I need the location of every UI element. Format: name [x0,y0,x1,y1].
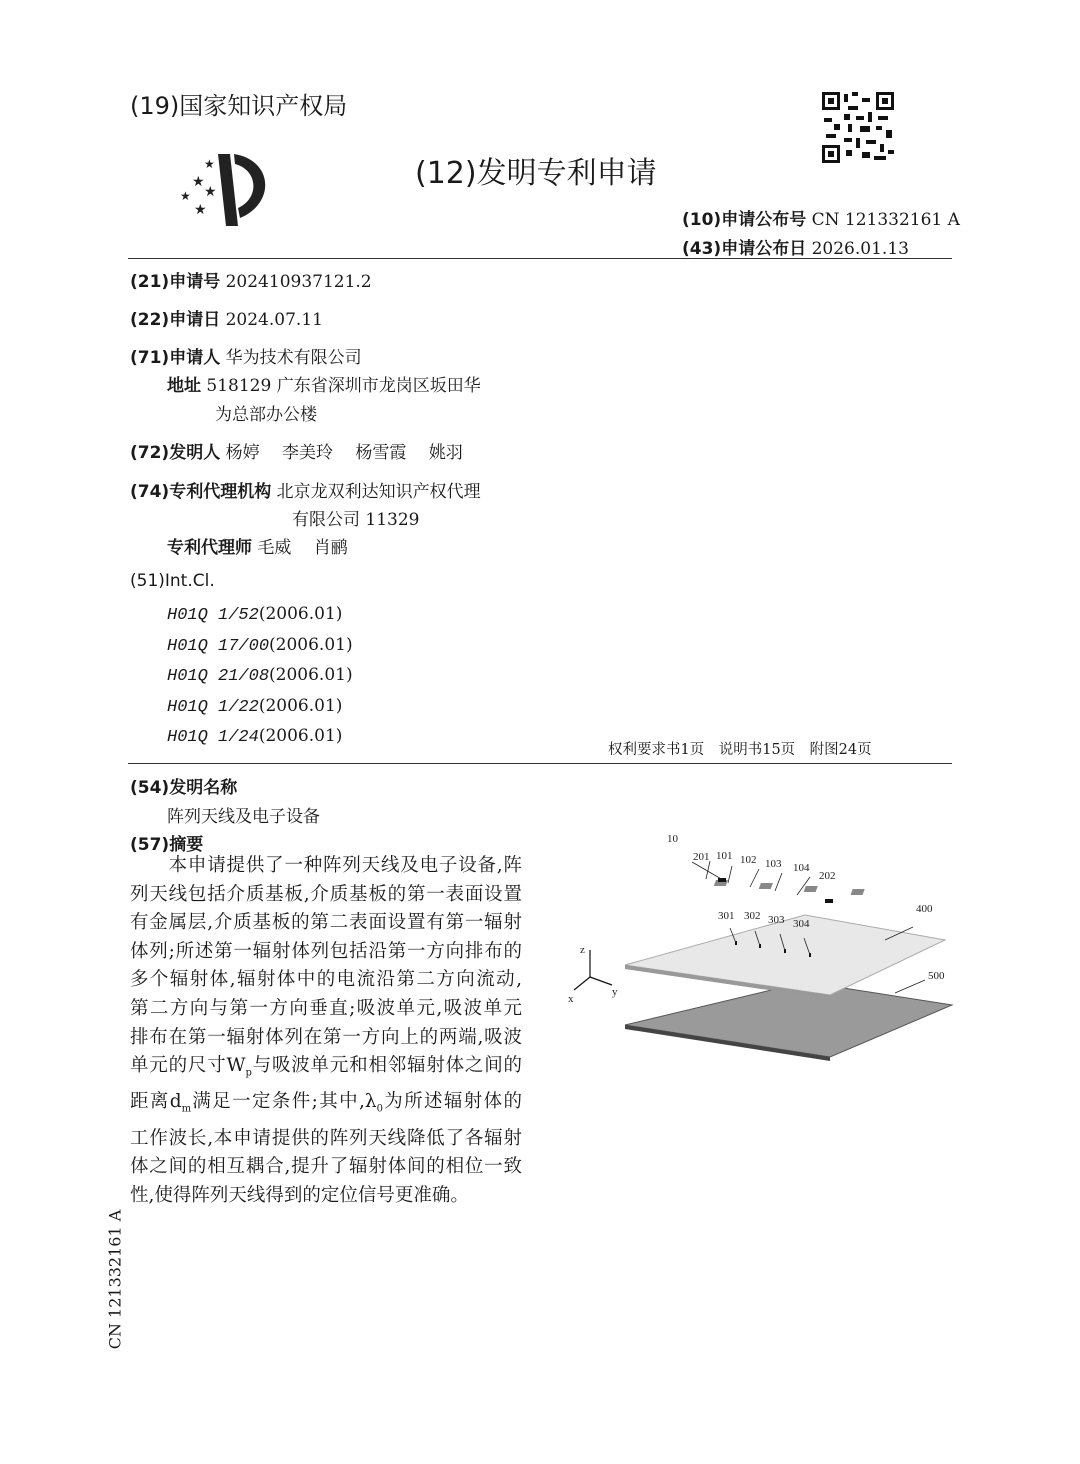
ipc-class: H01Q 17/00(2006.01) [167,634,353,656]
inventors: 杨婷 李美玲 杨雪霞 姚羽 [225,443,463,463]
agents: 毛威 肖鹂 [257,538,348,558]
agency-line2: 有限公司 11329 [292,510,420,530]
svg-text:400: 400 [916,903,933,915]
svg-text:201: 201 [693,851,710,863]
svg-text:202: 202 [819,870,836,882]
radiator-patches [714,880,865,895]
svg-text:303: 303 [768,914,785,926]
title-label: (54)发明名称 [130,778,238,798]
abstract-figure [560,825,960,1070]
pub-no-label: (10)申请公布号 [682,210,807,230]
svg-text:★: ★ [194,203,207,218]
ground-plate-500 [625,982,952,1057]
invention-title: 阵列天线及电子设备 [167,807,320,827]
abstract-text: 本申请提供了一种阵列天线及电子设备,阵 列天线包括介质基板,介质基板的第一表面设置 有金属层,介质基板的第二表面设置有第一辐射 体列;所述第一辐射体列包括沿第一方向排布的 多个辐射体,辐射体中的电流沿第二方向流动, 第二方向与第一方向垂直;吸波单元,吸波单元 排布在第一辐射体列在第一方向上的两端,吸波 单元的尺寸$W_p$与吸波单元和相邻辐射体之间的 距离$d_m$满足一定条件;其中$,\lambda_0$为所述辐射体的 工作波长,本申请提供的阵列天线降低了各辐射 体之间的相互耦合,提升了辐射体间的相位一致 性,使得阵列天线得到的定位信号更准确。 [130,855,522,1206]
address-line1: 518129 广东省深圳市龙岗区坂田华 [206,376,481,396]
agent-label: 专利代理师 [167,538,252,558]
intcl-label: (51)Int.Cl. [130,571,215,591]
svg-text:z: z [580,944,585,956]
svg-text:x: x [568,993,574,1005]
svg-text:302: 302 [744,910,761,922]
svg-text:★: ★ [204,157,215,171]
svg-text:301: 301 [718,910,735,922]
axis-triad [574,950,612,990]
inventor-label: (72)发明人 [130,443,221,463]
side-publication-number: CN 121332161 A [105,1209,125,1350]
app-no-label: (21)申请号 [130,272,221,292]
divider [128,763,952,764]
pub-no: CN 121332161 A [811,210,960,230]
app-date-label: (22)申请日 [130,310,221,330]
ipc-class-list [167,600,353,753]
ipc-class: H01Q 1/22(2006.01) [167,695,343,717]
svg-text:104: 104 [793,862,810,874]
applicant-label: (71)申请人 [130,348,221,368]
svg-text:102: 102 [740,854,757,866]
pub-date: 2026.01.13 [811,239,909,259]
svg-text:★: ★ [180,189,191,203]
address-line2: 为总部办公楼 [215,405,317,425]
absorber-201 [718,878,726,882]
app-date: 2024.07.11 [225,310,323,330]
qr-code [822,92,894,163]
page-counts: 权利要求书1页 说明书15页 附图24页 [608,742,872,758]
ipc-class: H01Q 1/24(2006.01) [167,726,343,748]
svg-text:★: ★ [192,175,205,190]
abstract-label: (57)摘要 [130,835,204,855]
ipc-class: H01Q 21/08(2006.01) [167,665,353,687]
document-type: (12)发明专利申请 [415,156,657,191]
svg-text:500: 500 [928,970,945,982]
ipc-class: H01Q 1/52(2006.01) [167,604,343,625]
address-label: 地址 [167,376,201,396]
svg-text:y: y [612,986,618,998]
svg-text:103: 103 [765,858,782,870]
office-name: (19)国家知识产权局 [130,92,348,120]
absorber-202 [825,899,833,903]
svg-text:10: 10 [667,833,678,845]
svg-text:★: ★ [204,185,217,200]
agency-label: (74)专利代理机构 [130,482,272,502]
divider [128,258,952,259]
svg-text:101: 101 [716,850,733,862]
pub-date-label: (43)申请公布日 [682,239,807,259]
app-no: 202410937121.2 [225,272,372,292]
svg-text:304: 304 [793,918,810,930]
agency-line1: 北京龙双利达知识产权代理 [276,482,481,502]
applicant: 华为技术有限公司 [225,348,362,368]
substrate-400 [625,915,945,995]
cnipa-logo [178,148,278,230]
